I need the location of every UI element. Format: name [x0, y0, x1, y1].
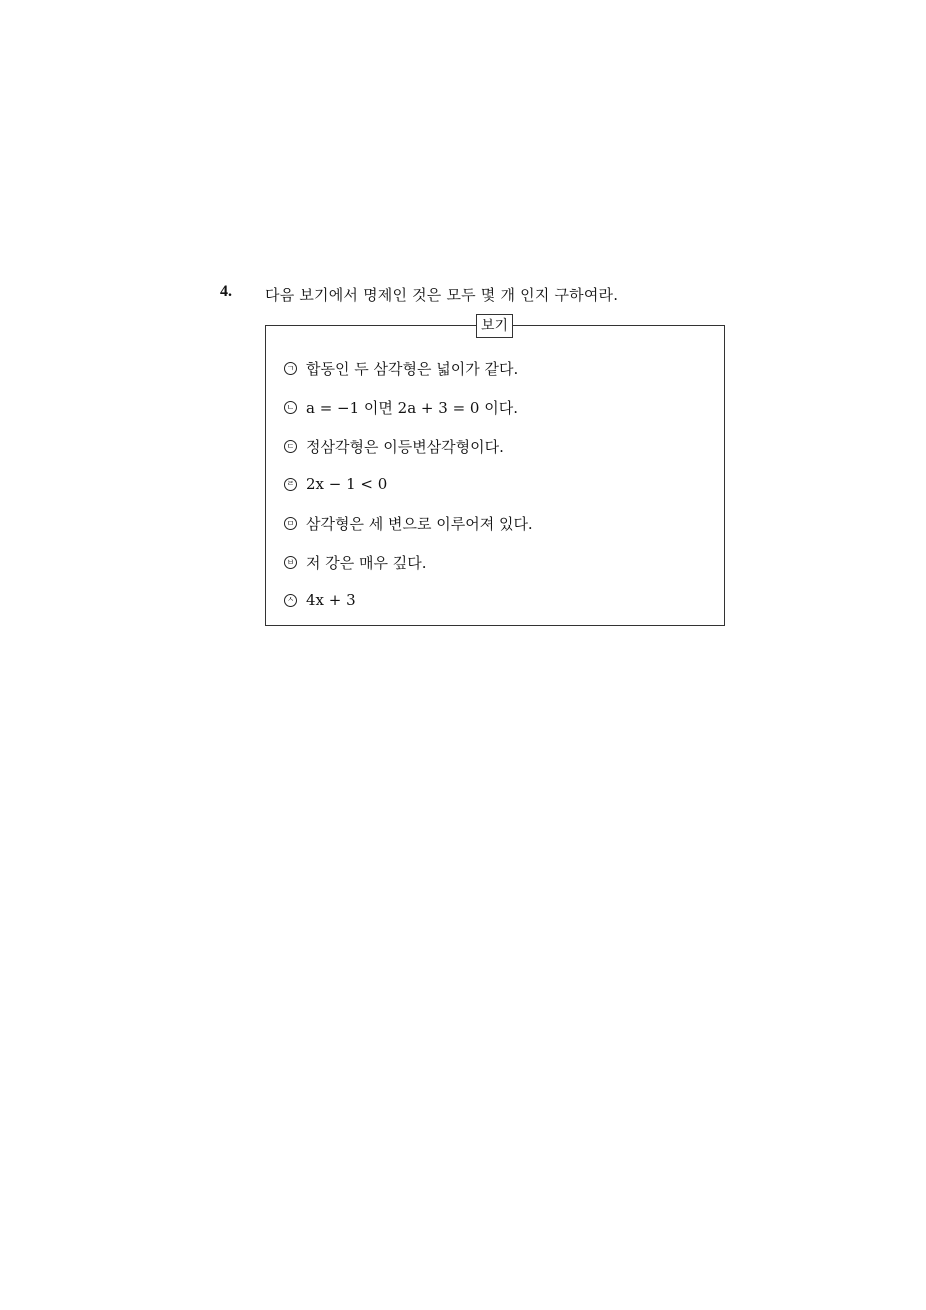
- bogi-item-text: a = −1 이면 2a + 3 = 0 이다.: [306, 399, 518, 417]
- bogi-item-text: 정삼각형은 이등변삼각형이다.: [306, 438, 504, 456]
- bogi-item-text: 합동인 두 삼각형은 넓이가 같다.: [306, 360, 519, 378]
- bogi-item-text: 4x + 3: [306, 591, 356, 609]
- bogi-label: 보기: [476, 314, 513, 338]
- bogi-item-1: [284, 358, 518, 379]
- bogi-item-7: [284, 591, 356, 609]
- bogi-item-4: [284, 475, 387, 493]
- question-number: 4.: [220, 283, 232, 300]
- bogi-item-text: 2x − 1 < 0: [306, 475, 388, 493]
- circled-marker: ㄹ: [284, 478, 297, 491]
- bogi-item-2: [284, 397, 518, 418]
- bogi-item-3: [284, 436, 504, 457]
- circled-marker: ㅁ: [284, 517, 297, 530]
- bogi-item-5: [284, 513, 533, 534]
- circled-marker: ㄴ: [284, 401, 297, 414]
- bogi-item-text: 저 강은 매우 깊다.: [306, 554, 427, 572]
- question-text: 다음 보기에서 명제인 것은 모두 몇 개 인지 구하여라.: [265, 286, 619, 304]
- circled-marker: ㅅ: [284, 594, 297, 607]
- circled-marker: ㄷ: [284, 440, 297, 453]
- bogi-item-text: 삼각형은 세 변으로 이루어져 있다.: [306, 515, 533, 533]
- circled-marker: ㄱ: [284, 362, 297, 375]
- circled-marker: ㅂ: [284, 556, 297, 569]
- bogi-item-6: [284, 552, 427, 573]
